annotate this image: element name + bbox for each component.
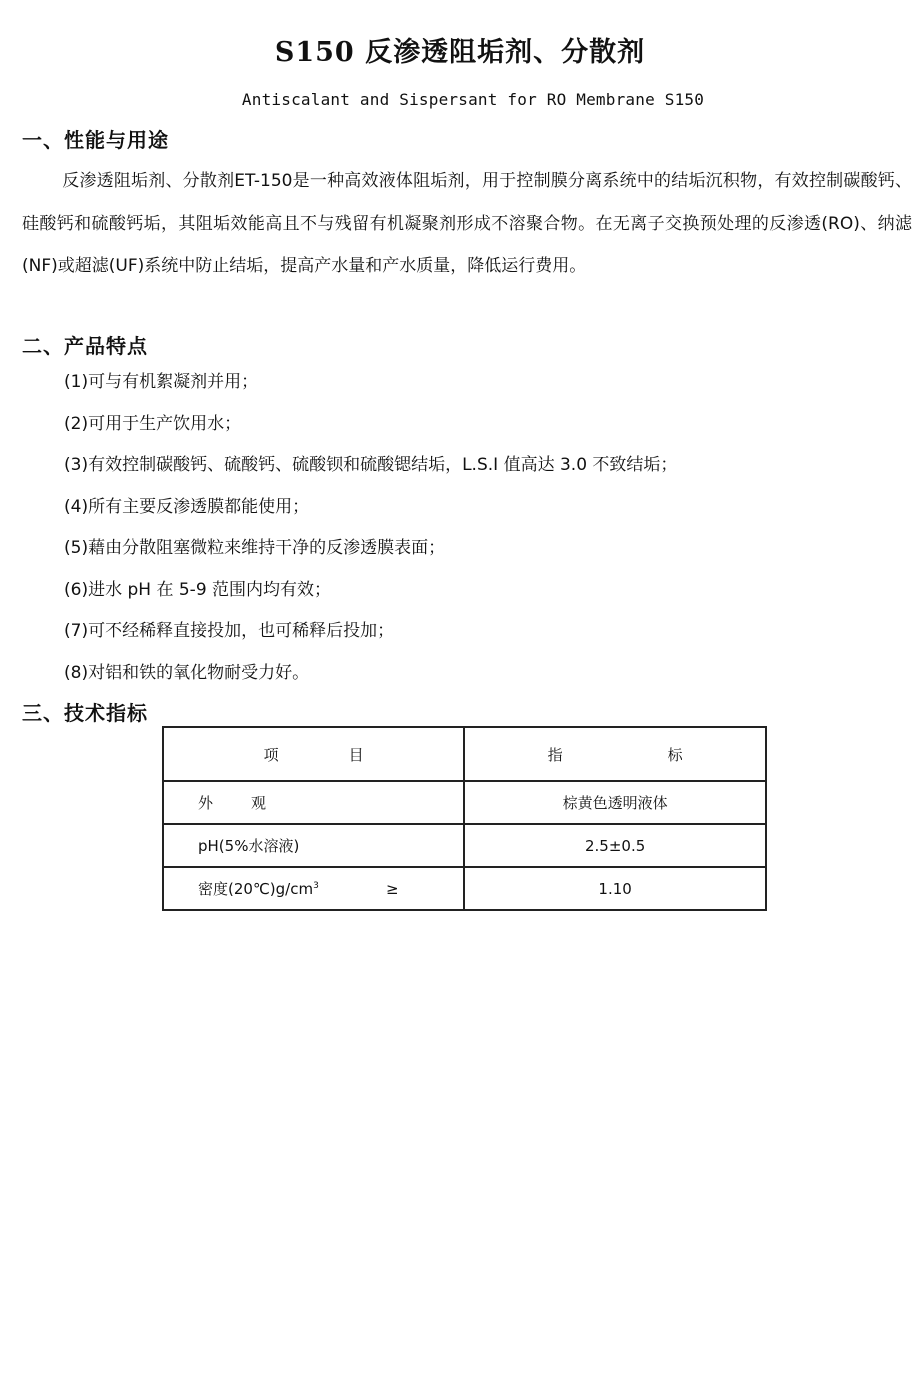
table-row bbox=[163, 781, 766, 824]
row-value-ph: 2.5±0.5 bbox=[464, 824, 766, 867]
row-item-text-a: 外 bbox=[198, 794, 214, 812]
section-heading-performance: 一、性能与用途 bbox=[22, 128, 169, 152]
feature-item: (1)可与有机絮凝剂并用； bbox=[64, 372, 259, 392]
document-title: S150 反渗透阻垢剂、分散剂 bbox=[274, 37, 646, 68]
row-item-text-b: 观 bbox=[251, 794, 267, 812]
feature-item: (3)有效控制碳酸钙、硫酸钙、硫酸钡和硫酸锶结垢，L.S.I 值高达 3.0 不致结垢； bbox=[64, 455, 678, 475]
feature-item: (8)对铝和铁的氧化物耐受力好。 bbox=[64, 662, 310, 683]
paragraph-text: 反渗透阻垢剂、分散剂ET-150是一种高效液体阻垢剂，用于控制膜分离系统中的结垢沉积物，有效控制碳酸钙、硅酸钙和硫酸钙垢，其阻垢效能高且不与残留有机凝聚剂形成不溶聚合物。在无离子交换预处理的反渗透(RO)、纳滤(NF)或超滤(UF)系统中防止结垢，提高产水量和产水质量，降低运行费用。 bbox=[22, 171, 912, 276]
row-item-density-operator: ≥ bbox=[386, 879, 399, 898]
spec-table bbox=[162, 726, 767, 911]
header-value bbox=[464, 727, 766, 781]
row-item-density-text: 密度(20℃)g/cm bbox=[198, 880, 314, 898]
row-item-ph: pH(5%水溶液) bbox=[163, 824, 464, 867]
feature-item: (4)所有主要反渗透膜都能使用； bbox=[64, 496, 310, 517]
section-heading-specs: 三、技术指标 bbox=[22, 701, 148, 725]
header-item-text-a: 项 bbox=[263, 745, 279, 764]
document-subtitle: Antiscalant and Sispersant for RO Membrane S150 bbox=[241, 90, 705, 109]
section-paragraph-performance bbox=[22, 160, 912, 288]
header-item-text-b: 目 bbox=[348, 745, 364, 764]
feature-list bbox=[64, 362, 677, 694]
row-item-appearance bbox=[163, 781, 464, 824]
feature-item: (5)藉由分散阻塞微粒来维持干净的反渗透膜表面； bbox=[64, 538, 446, 558]
feature-item: (2)可用于生产饮用水； bbox=[64, 413, 242, 434]
section-heading-features: 二、产品特点 bbox=[22, 334, 148, 358]
table-header-row bbox=[163, 727, 766, 781]
table-row bbox=[163, 867, 766, 910]
feature-item: (7)可不经稀释直接投加，也可稀释后投加； bbox=[64, 621, 395, 641]
row-item-density bbox=[163, 867, 464, 910]
row-item-density-sup: 3 bbox=[313, 881, 319, 891]
header-item bbox=[163, 727, 464, 781]
header-value-text-b: 标 bbox=[667, 745, 683, 764]
header-value-text-a: 指 bbox=[547, 745, 563, 764]
table-row bbox=[163, 824, 766, 867]
row-value-appearance: 棕黄色透明液体 bbox=[464, 781, 766, 824]
row-value-density: 1.10 bbox=[464, 867, 766, 910]
feature-item: (6)进水 pH 在 5-9 范围内均有效； bbox=[64, 579, 332, 600]
